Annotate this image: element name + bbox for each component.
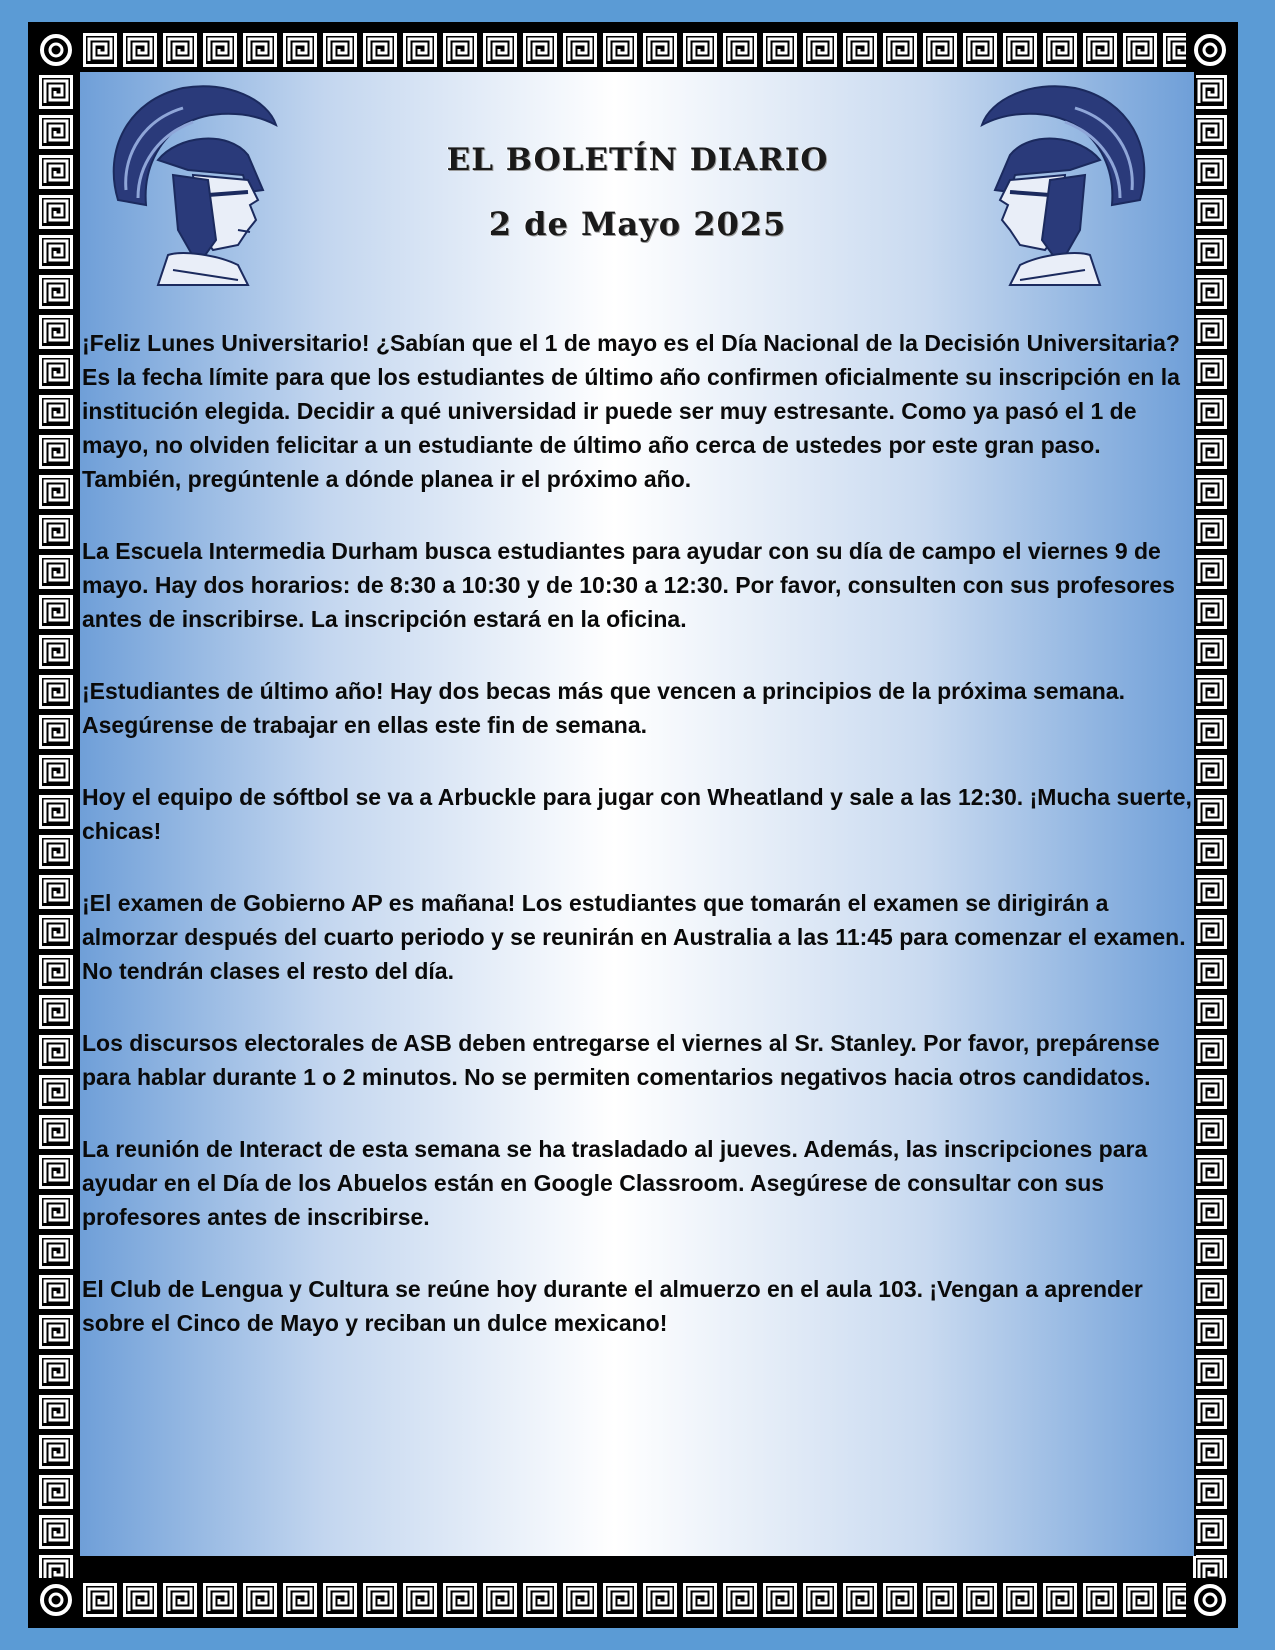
announcement-item: La reunión de Interact de esta semana se ha trasladado al jueves. Además, las inscripciones para ayudar en el Día de los Abuelos están en Google Classroom. Asegúrese de consultar con sus profesores antes de inscribirse. — [82, 1136, 1148, 1230]
announcement-item: La Escuela Intermedia Durham busca estudiantes para ayudar con su día de campo el viernes 9 de mayo. Hay dos horarios: de 8:30 a 10:30 y de 10:30 a 12:30. Por favor, consulten con sus profesores antes de inscribirse. La inscripción estará en la oficina. — [82, 538, 1175, 632]
corner-circle-icon — [34, 1578, 78, 1622]
newsletter-date: 2 de Mayo 2025 — [488, 205, 787, 243]
announcement-item: Los discursos electorales de ASB deben entregarse el viernes al Sr. Stanley. Por favor, prepárense para hablar durante 1 o 2 minutos. No se permiten comentarios negativos hacia otros candidatos. — [82, 1030, 1160, 1090]
announcement-item: El Club de Lengua y Cultura se reúne hoy durante el almuerzo en el aula 103. ¡Vengan a aprender sobre el Cinco de Mayo y reciban un dulce mexicano! — [82, 1276, 1143, 1336]
newsletter-title: EL BOLETÍN DIARIO — [446, 142, 829, 178]
greek-key-band-bottom — [80, 1578, 1186, 1622]
trojan-helmet-mascot-icon — [98, 80, 288, 290]
greek-key-band-left — [34, 72, 78, 1578]
corner-circle-icon — [34, 28, 78, 72]
announcement-list — [82, 326, 1192, 1378]
announcement-item: ¡El examen de Gobierno AP es mañana! Los estudiantes que tomarán el examen se dirigirán a almorzar después del cuarto periodo y se reunirán en Australia a las 11:45 para comenzar el examen. No tendrán clases el resto del día. — [82, 890, 1186, 984]
announcement-item: Hoy el equipo de sóftbol se va a Arbuckle para jugar con Wheatland y sale a las 12:30. ¡Mucha suerte, chicas! — [82, 784, 1192, 844]
greek-key-band-top — [80, 28, 1186, 72]
trojan-helmet-mascot-icon — [970, 80, 1160, 290]
corner-circle-icon — [1188, 1578, 1232, 1622]
corner-circle-icon — [1188, 28, 1232, 72]
announcement-item: ¡Feliz Lunes Universitario! ¿Sabían que el 1 de mayo es el Día Nacional de la Decisión Universitaria? Es la fecha límite para que los estudiantes de último año confirmen oficialmente su inscripción en la institución elegida. Decidir a qué universidad ir puede ser muy estresante. Como ya pasó el 1 de mayo, no olviden felicitar a un estudiante de último año cerca de ustedes por este gran paso. También, pregúntenle a dónde planea ir el próximo año. — [82, 330, 1180, 492]
announcement-item: ¡Estudiantes de último año! Hay dos becas más que vencen a principios de la próxima semana. Asegúrense de trabajar en ellas este fin de semana. — [82, 678, 1125, 738]
